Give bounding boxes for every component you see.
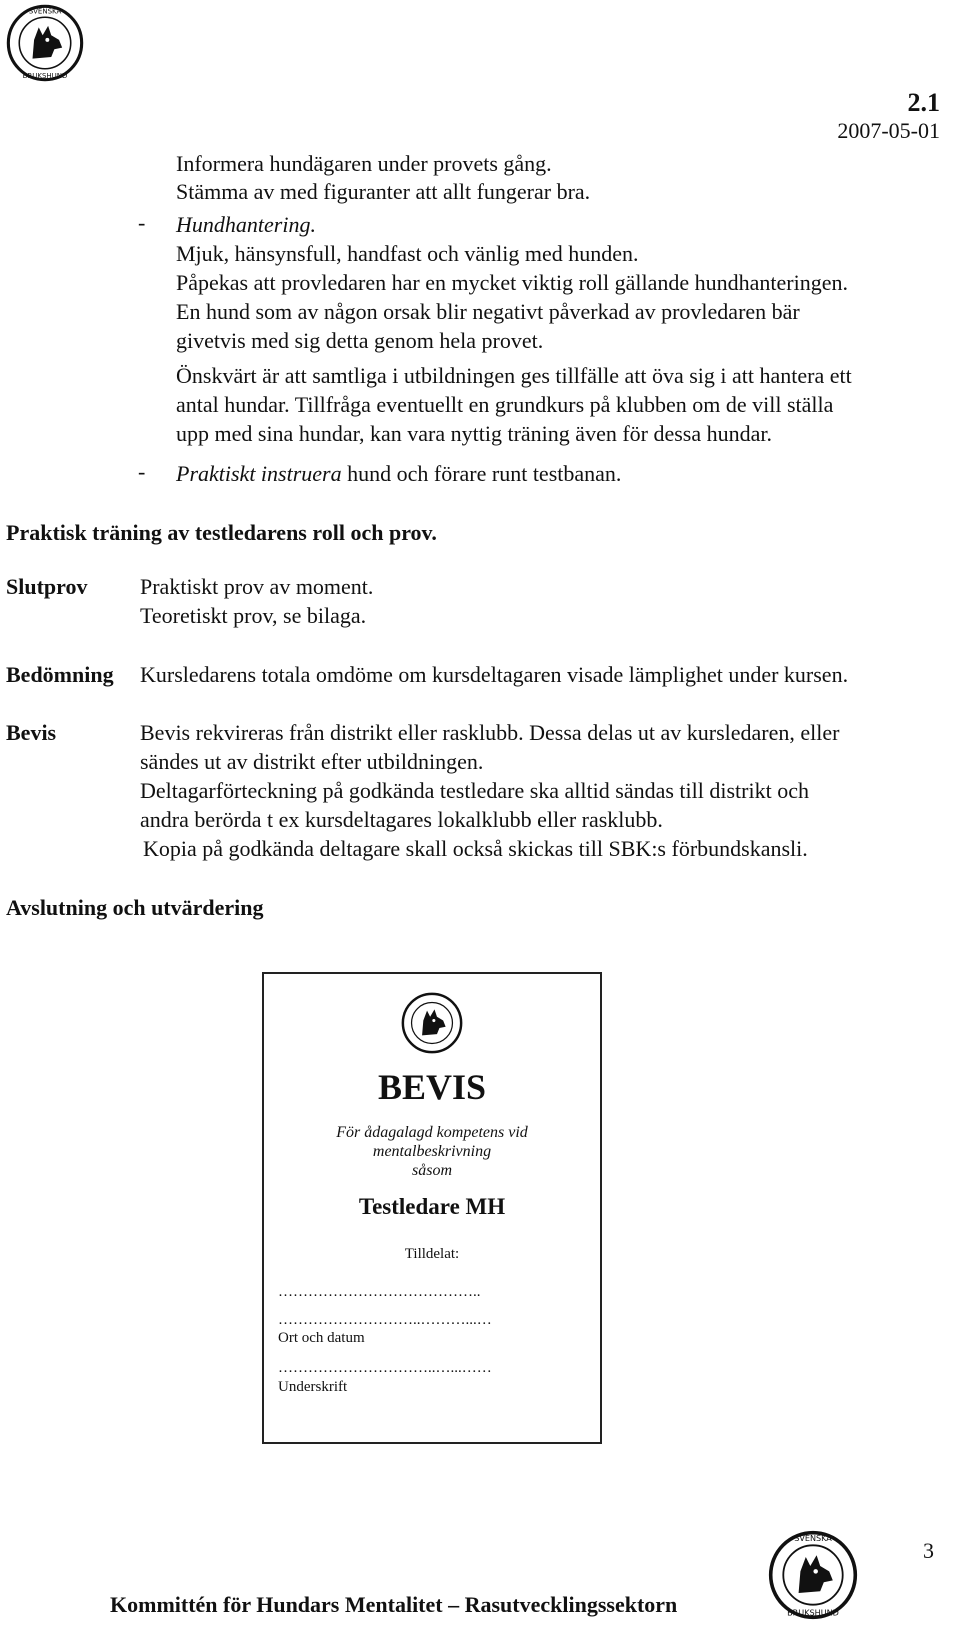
club-logo-bottom xyxy=(768,1530,858,1620)
certificate-sample xyxy=(262,972,602,1444)
body-line: Mjuk, hänsynsfull, handfast och vänlig med hunden. xyxy=(176,241,639,266)
certificate-dotted-line: ………………………..………...… xyxy=(278,1312,492,1328)
certificate-place-date-label: Ort och datum xyxy=(278,1330,365,1346)
certificate-awarded-label: Tilldelat: xyxy=(404,1246,460,1262)
document-date: 2007-05-01 xyxy=(837,118,940,143)
body-line: antal hundar. Tillfråga eventuellt en grundkurs på klubben om de vill ställa xyxy=(176,392,834,417)
bullet-practical xyxy=(176,459,621,488)
certificate-line: sändes ut av distrikt efter utbildningen. xyxy=(140,749,484,774)
page-number: 3 xyxy=(923,1538,934,1563)
svg-text:BRUKSHUND: BRUKSHUND xyxy=(787,1607,839,1618)
certificate-logo xyxy=(401,992,463,1054)
svg-text:SVENSKA: SVENSKA xyxy=(28,6,62,16)
certificate-line: andra berörda t ex kursdeltagares lokalklubb eller rasklubb. xyxy=(140,807,663,832)
certificate-line: Deltagarförteckning på godkända testledare ska alltid sändas till distrikt och xyxy=(140,778,809,803)
body-line: Informera hundägaren under provets gång. xyxy=(176,151,552,176)
assessment-label: Bedömning xyxy=(6,662,114,687)
final-exam-line: Praktiskt prov av moment. xyxy=(140,574,374,599)
list-dash: - xyxy=(138,459,146,484)
certificate-dotted-line: ………………………………….. xyxy=(278,1284,481,1300)
bullet-practical-rest: hund och förare runt testbanan. xyxy=(341,461,622,486)
certificate-subtitle-line: För ådagalagd kompetens vid xyxy=(336,1124,528,1141)
dog-emblem-icon xyxy=(401,992,463,1054)
dog-emblem-icon xyxy=(6,4,84,82)
dog-emblem-icon xyxy=(768,1530,858,1620)
document-number: 2.1 xyxy=(907,88,940,117)
certificate-title: BEVIS xyxy=(377,1067,487,1107)
bullet-title-handling: Hundhantering. xyxy=(176,212,316,237)
body-line: upp med sina hundar, kan vara nyttig träning även för dessa hundar. xyxy=(176,421,773,446)
body-line: En hund som av någon orsak blir negativt påverkad av provledaren bär xyxy=(176,299,800,324)
closing-heading: Avslutning och utvärdering xyxy=(6,895,264,920)
certificate-line: Kopia på godkända deltagare skall också skickas till SBK:s förbundskansli. xyxy=(143,836,808,861)
certificate-subtitle-line: såsom xyxy=(411,1162,452,1179)
final-exam-line: Teoretiskt prov, se bilaga. xyxy=(140,603,367,628)
body-line: Önskvärt är att samtliga i utbildningen ges tillfälle att öva sig i att hantera ett xyxy=(176,363,852,388)
svg-text:SVENSKA: SVENSKA xyxy=(794,1532,832,1543)
svg-text:BRUKSHUND: BRUKSHUND xyxy=(22,71,68,81)
club-logo-top xyxy=(6,4,84,82)
certificate-line: Bevis rekvireras från distrikt eller rasklubb. Dessa delas ut av kursledaren, eller xyxy=(140,720,840,745)
list-dash: - xyxy=(138,210,146,235)
body-line: Stämma av med figuranter att allt fungerar bra. xyxy=(176,179,591,204)
bullet-practical-italic: Praktiskt instruera xyxy=(176,461,342,486)
final-exam-label: Slutprov xyxy=(6,574,88,599)
certificate-dotted-line: …………………………..…...…… xyxy=(278,1360,492,1376)
assessment-text: Kursledarens totala omdöme om kursdeltagaren visade lämplighet under kursen. xyxy=(140,662,849,687)
footer-title: Kommittén för Hundars Mentalitet – Rasutvecklingssektorn xyxy=(110,1592,678,1617)
certificate-subtitle-line: mentalbeskrivning xyxy=(372,1143,492,1160)
practice-heading: Praktisk träning av testledarens roll och prov. xyxy=(6,520,437,545)
body-line: Påpekas att provledaren har en mycket viktig roll gällande hundhanteringen. xyxy=(176,270,848,295)
certificate-label: Bevis xyxy=(6,720,57,745)
body-line: givetvis med sig detta genom hela provet. xyxy=(176,328,544,353)
certificate-role: Testledare MH xyxy=(358,1194,506,1219)
certificate-signature-label: Underskrift xyxy=(278,1379,348,1395)
